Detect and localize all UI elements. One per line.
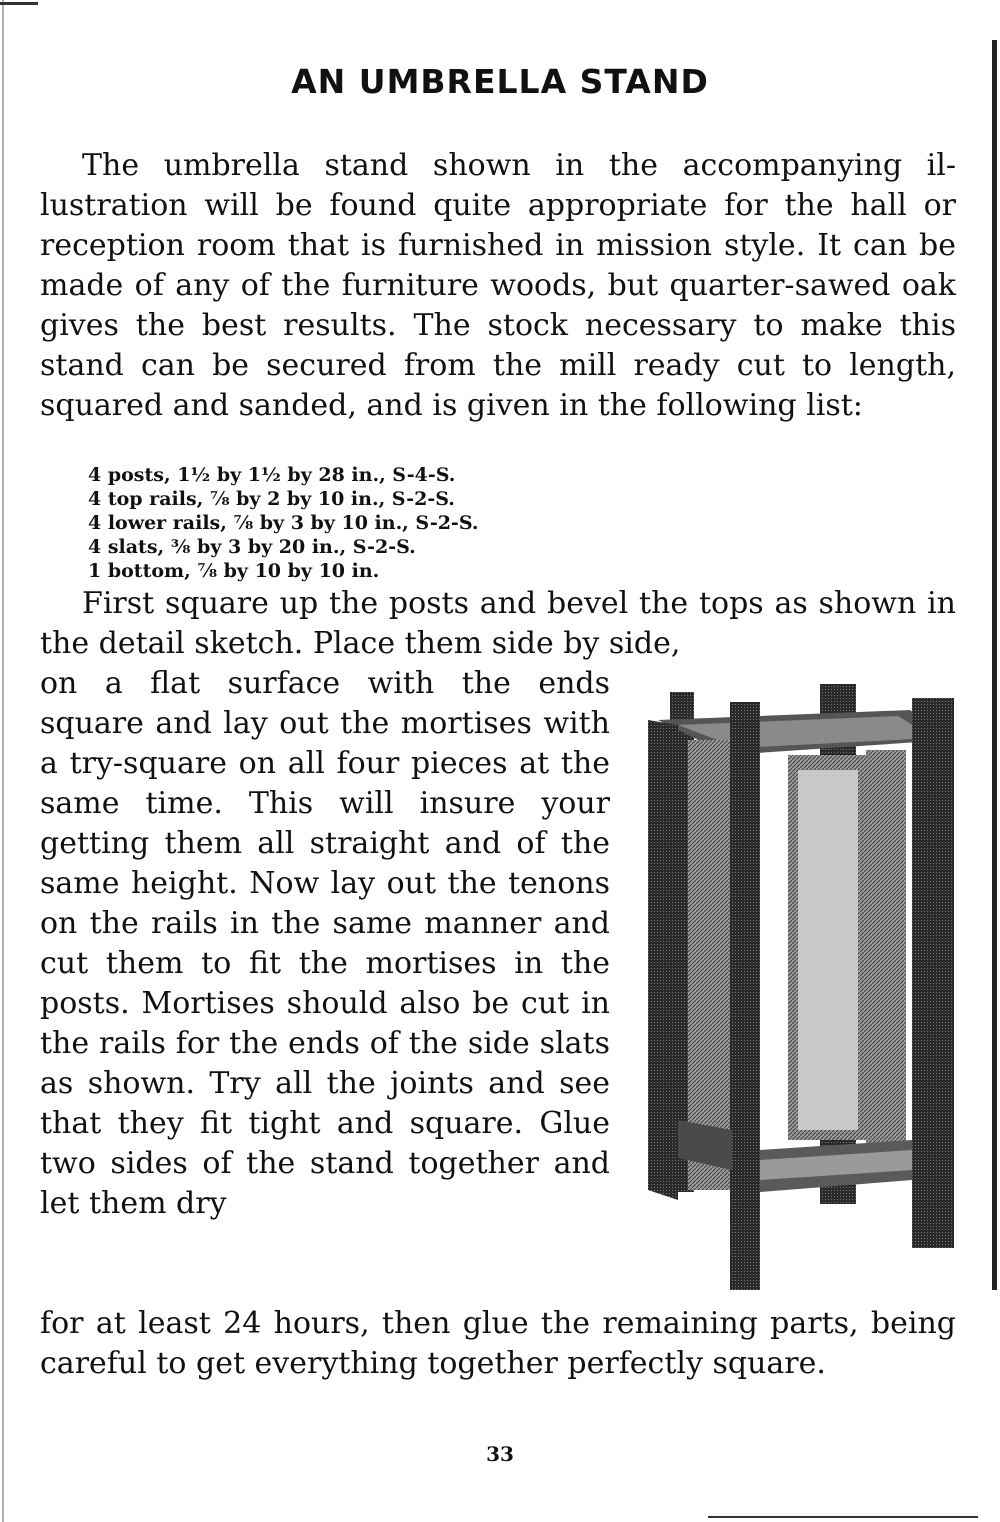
instructions-paragraph-wrapped: on a flat surface with the ends square and lay out the mortises with a try-square on all four pieces at the same time. This will insure your getting them all straight and of the same height. Now lay out the tenons on the rails in the same manner and cut them to fit the mortises in the posts. Mortises should also be cut in the rails for the ends of the side slats as shown. Try all the joints and see that they fit tight and square. Glue two sides of the stand together and let them dry xyxy=(40,666,610,1221)
front-post xyxy=(730,702,760,1290)
umbrella-stand-illustration xyxy=(648,680,958,1290)
stock-list xyxy=(88,463,478,583)
page-edge-top xyxy=(0,2,38,5)
stock-list-item: 4 posts, 1½ by 1½ by 28 in., S-4-S. xyxy=(88,464,456,486)
page-number: 33 xyxy=(486,1442,514,1466)
page-title: AN UMBRELLA STAND xyxy=(291,62,709,101)
intro-paragraph: The umbrella stand shown in the accompanying illustration will be found quite appropriate for the hall or reception room that is furnished in mission style. It can be made of any of the furniture woods, but quarter-sawed oak gives the best results. The stock necessary to make this stand can be secured from the mill ready cut to length, squared and sanded, and is given in the following list: xyxy=(40,148,956,423)
left-post xyxy=(648,720,678,1200)
side-slat xyxy=(688,740,734,1190)
stock-list-item: 4 slats, ⅜ by 3 by 20 in., S-2-S. xyxy=(88,536,416,558)
page-edge-bottom xyxy=(708,1516,978,1518)
stock-list-item: 4 lower rails, ⅞ by 3 by 10 in., S-2-S. xyxy=(88,512,479,534)
side-slat xyxy=(866,750,906,1170)
front-post xyxy=(912,698,954,1248)
stock-list-item: 1 bottom, ⅞ by 10 by 10 in. xyxy=(88,560,380,582)
page-edge-left xyxy=(2,0,4,1522)
page-edge-right xyxy=(992,40,997,1290)
instructions-paragraph-start: First square up the posts and bevel the tops as shown in the detail sketch. Place them side by side, xyxy=(40,586,956,661)
stock-list-item: 4 top rails, ⅞ by 2 by 10 in., S-2-S. xyxy=(88,488,455,510)
instructions-paragraph-end: for at least 24 hours, then glue the remaining parts, being careful to get everything together perfectly square. xyxy=(40,1306,956,1381)
